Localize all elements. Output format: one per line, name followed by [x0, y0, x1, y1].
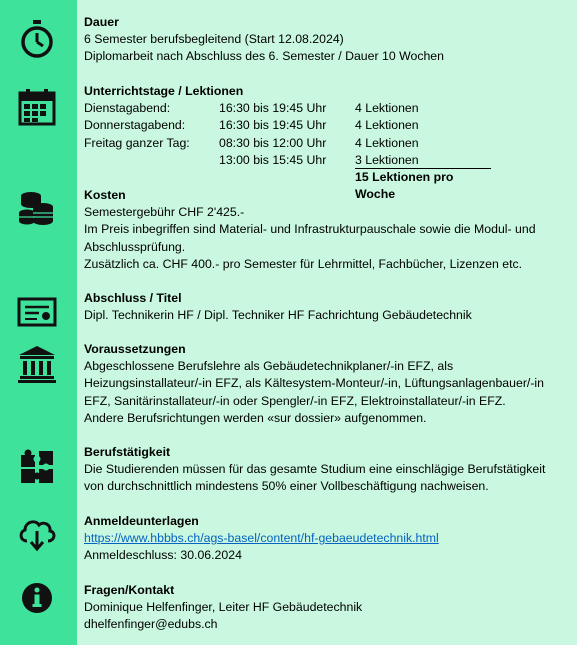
text-line: Abschlussprüfung.	[84, 239, 186, 254]
icon-sidebar	[0, 0, 77, 645]
info-icon	[14, 575, 60, 621]
schedule-time: 13:00 bis 15:45 Uhr	[219, 152, 327, 167]
section-dauer	[84, 14, 574, 66]
schedule-time: 16:30 bis 19:45 Uhr	[219, 101, 327, 116]
registration-link[interactable]: https://www.hbbbs.ch/ags-basel/content/hf-gebaeudetechnik.html	[84, 531, 439, 546]
schedule-time: 08:30 bis 12:00 Uhr	[219, 135, 327, 150]
section-kosten	[84, 187, 574, 273]
schedule-day	[84, 152, 219, 169]
section-beruf	[84, 444, 574, 496]
section-title: Kosten	[84, 188, 126, 202]
section-title: Unterrichtstage / Lektionen	[84, 84, 244, 98]
schedule-day: Donnerstagabend:	[84, 118, 186, 133]
schedule-row	[84, 117, 574, 134]
text-line: von durchschnittlich mindestens 50% einer Vollbeschäftigung nachweisen.	[84, 479, 489, 494]
schedule-time: 16:30 bis 19:45 Uhr	[219, 118, 327, 133]
contact-name: Dominique Helfenfinger, Leiter HF Gebäudetechnik	[84, 600, 363, 615]
calendar-icon	[14, 84, 60, 130]
schedule-day: Freitag ganzer Tag:	[84, 135, 190, 150]
section-title: Dauer	[84, 15, 119, 29]
schedule-lessons: 4 Lektionen	[355, 135, 419, 150]
text-line: Andere Berufsrichtungen werden «sur dossier» aufgenommen.	[84, 410, 427, 425]
text-line: Diplomarbeit nach Abschluss des 6. Semester / Dauer 10 Wochen	[84, 49, 444, 64]
text-line: Semestergebühr CHF 2'425.-	[84, 205, 245, 220]
text-line: 6 Semester berufsbegleitend (Start 12.08.2024)	[84, 32, 344, 47]
schedule-row	[84, 100, 574, 117]
schedule-day: Dienstagabend:	[84, 101, 171, 116]
schedule-row	[84, 152, 574, 169]
schedule-lessons: 3 Lektionen	[355, 153, 491, 169]
text-line: Im Preis inbegriffen sind Material- und Infrastrukturpauschale sowie die Modul- und	[84, 222, 536, 237]
schedule-lessons: 4 Lektionen	[355, 101, 419, 116]
section-unterricht	[84, 83, 574, 203]
section-kontakt	[84, 582, 574, 634]
schedule-lessons: 4 Lektionen	[355, 118, 419, 133]
stopwatch-icon	[14, 16, 60, 62]
section-title: Fragen/Kontakt	[84, 583, 175, 597]
text-line: EFZ, Sanitärinstallateur/-in oder Spengler/-in EFZ, Elektroinstallateur/-in EFZ.	[84, 393, 506, 408]
contact-email: dhelfenfinger@edubs.ch	[84, 617, 218, 632]
puzzle-icon	[14, 444, 60, 490]
text-line: Die Studierenden müssen für das gesamte Studium eine einschlägige Berufstätigkeit	[84, 462, 546, 477]
section-anmeldung	[84, 513, 574, 565]
section-title: Voraussetzungen	[84, 342, 186, 356]
schedule-total: 15 Lektionen pro Woche	[355, 170, 454, 202]
diploma-icon	[14, 289, 60, 335]
text-line: Zusätzlich ca. CHF 400.- pro Semester für Lehrmittel, Fachbücher, Lizenzen etc.	[84, 256, 523, 271]
schedule-row	[84, 135, 574, 152]
section-title: Anmeldeunterlagen	[84, 514, 199, 528]
institution-icon	[14, 341, 60, 387]
section-voraussetzungen	[84, 341, 574, 427]
section-title: Abschluss / Titel	[84, 291, 182, 305]
deadline-text: Anmeldeschluss: 30.06.2024	[84, 548, 242, 563]
text-line: Dipl. Technikerin HF / Dipl. Techniker HF Fachrichtung Gebäudetechnik	[84, 308, 472, 323]
text-line: Abgeschlossene Berufslehre als Gebäudetechnikplaner/-in EFZ, als	[84, 359, 454, 374]
coins-icon	[14, 184, 60, 230]
section-title: Berufstätigkeit	[84, 445, 171, 459]
section-abschluss	[84, 290, 574, 324]
cloud-download-icon	[14, 510, 60, 556]
text-line: Heizungsinstallateur/-in EFZ, als Kältesystem-Monteur/-in, Lüftungsanlagenbauer/-in	[84, 376, 544, 391]
